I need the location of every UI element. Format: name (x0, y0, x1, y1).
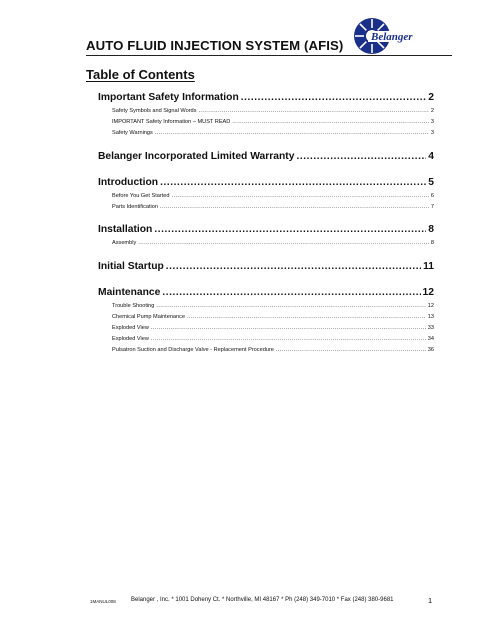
toc-subentry-page: 8 (430, 240, 434, 247)
toc-subentry[interactable] (112, 193, 434, 204)
toc-entry-label: Initial Startup (98, 261, 164, 273)
toc-subentry-page: 3 (430, 118, 434, 125)
dot-leader (155, 130, 429, 136)
toc-subentry-page: 13 (427, 314, 434, 321)
dot-leader (276, 347, 426, 353)
toc-section-warranty (98, 151, 434, 167)
toc-subentry-label: Before You Get Started (112, 192, 170, 199)
toc-section-introduction (98, 177, 434, 215)
dot-leader (166, 261, 421, 272)
toc-entry-page: 4 (428, 150, 434, 162)
dot-leader (138, 240, 429, 246)
dot-leader (162, 287, 420, 298)
toc-subentry-label: Assembly (112, 240, 137, 247)
toc-entry-label: Maintenance (98, 287, 161, 299)
toc-subentry[interactable] (112, 336, 434, 347)
toc-section-installation (98, 224, 434, 251)
logo-wordmark: Belanger (371, 31, 413, 43)
toc-subentry-label: Exploded View (112, 325, 149, 332)
toc-subentry-label: IMPORTANT Safety Information – MUST READ (112, 118, 231, 125)
toc-subentry-page: 2 (430, 108, 434, 114)
toc-subentry-page: 6 (430, 192, 434, 199)
page-number: 1 (428, 596, 433, 605)
toc-section-safety (98, 92, 434, 141)
toc-subentry[interactable] (112, 240, 434, 251)
toc-subentry[interactable] (112, 347, 434, 358)
toc-subentry-label: Safety Warnings (112, 129, 153, 136)
toc-subentry-page: 36 (427, 346, 434, 353)
dot-leader (156, 303, 425, 309)
toc-subentry-page: 33 (427, 325, 434, 332)
toc-section-initial-startup (98, 261, 434, 277)
toc-entry[interactable] (98, 287, 434, 303)
document-code: 1MANUL008 (90, 599, 116, 604)
table-of-contents (98, 92, 434, 368)
toc-subentry-page: 12 (427, 303, 434, 310)
toc-subentry[interactable] (112, 303, 434, 314)
toc-subentry-label: Chemical Pump Maintenance (112, 314, 186, 321)
header-rule (86, 55, 452, 56)
toc-subentry-label: Parts Identification (112, 203, 159, 210)
document-title: AUTO FLUID INJECTION SYSTEM (AFIS) (86, 38, 344, 53)
toc-subentry-label: Trouble Shooting (112, 303, 155, 310)
toc-subentry[interactable] (112, 119, 434, 130)
dot-leader (198, 108, 428, 114)
toc-subentry-page: 3 (430, 129, 434, 136)
toc-entry-page: 5 (428, 176, 434, 188)
toc-subentry-page: 7 (430, 203, 434, 210)
toc-entry[interactable] (98, 261, 434, 277)
dot-leader (187, 314, 426, 320)
toc-section-maintenance (98, 287, 434, 357)
toc-entry-label: Introduction (98, 176, 159, 188)
toc-subentry[interactable] (112, 130, 434, 141)
belanger-logo (352, 16, 436, 56)
toc-entry-page: 8 (428, 224, 434, 236)
toc-subentry-label: Exploded View (112, 336, 149, 343)
dot-leader (241, 92, 427, 103)
toc-title: Table of Contents (86, 67, 195, 82)
toc-entry-page: 12 (422, 287, 434, 299)
toc-entry[interactable] (98, 151, 434, 167)
toc-entry-label: Belanger Incorporated Limited Warranty (98, 150, 295, 162)
dot-leader (160, 177, 426, 188)
toc-subentry[interactable] (112, 314, 434, 325)
toc-entry-label: Important Safety Information (98, 92, 239, 103)
toc-subentry[interactable] (112, 108, 434, 119)
dot-leader (160, 204, 429, 210)
dot-leader (154, 224, 426, 235)
toc-subentry-label: Pulsatron Suction and Discharge Valve - Replacement Procedure (112, 346, 274, 353)
dot-leader (151, 336, 426, 342)
page-footer (0, 597, 480, 609)
toc-subentry[interactable] (112, 204, 434, 215)
company-contact-line: Belanger , Inc. * 1001 Doheny Ct. * Northville, MI 48167 * Ph (248) 349-7010 * Fax (248) 380-9681 (131, 597, 394, 603)
toc-entry-label: Installation (98, 224, 153, 236)
dot-leader (172, 193, 429, 199)
toc-entry[interactable] (98, 224, 434, 240)
toc-subentry-label: Safety Symbols and Signal Words (112, 108, 197, 114)
toc-entry[interactable] (98, 92, 434, 108)
dot-leader (232, 119, 429, 125)
toc-subentry-page: 34 (427, 336, 434, 343)
toc-entry-page: 11 (423, 261, 434, 273)
toc-subentry[interactable] (112, 325, 434, 336)
toc-entry-page: 2 (428, 92, 434, 103)
dot-leader (151, 325, 426, 331)
dot-leader (296, 151, 426, 162)
toc-entry[interactable] (98, 177, 434, 193)
